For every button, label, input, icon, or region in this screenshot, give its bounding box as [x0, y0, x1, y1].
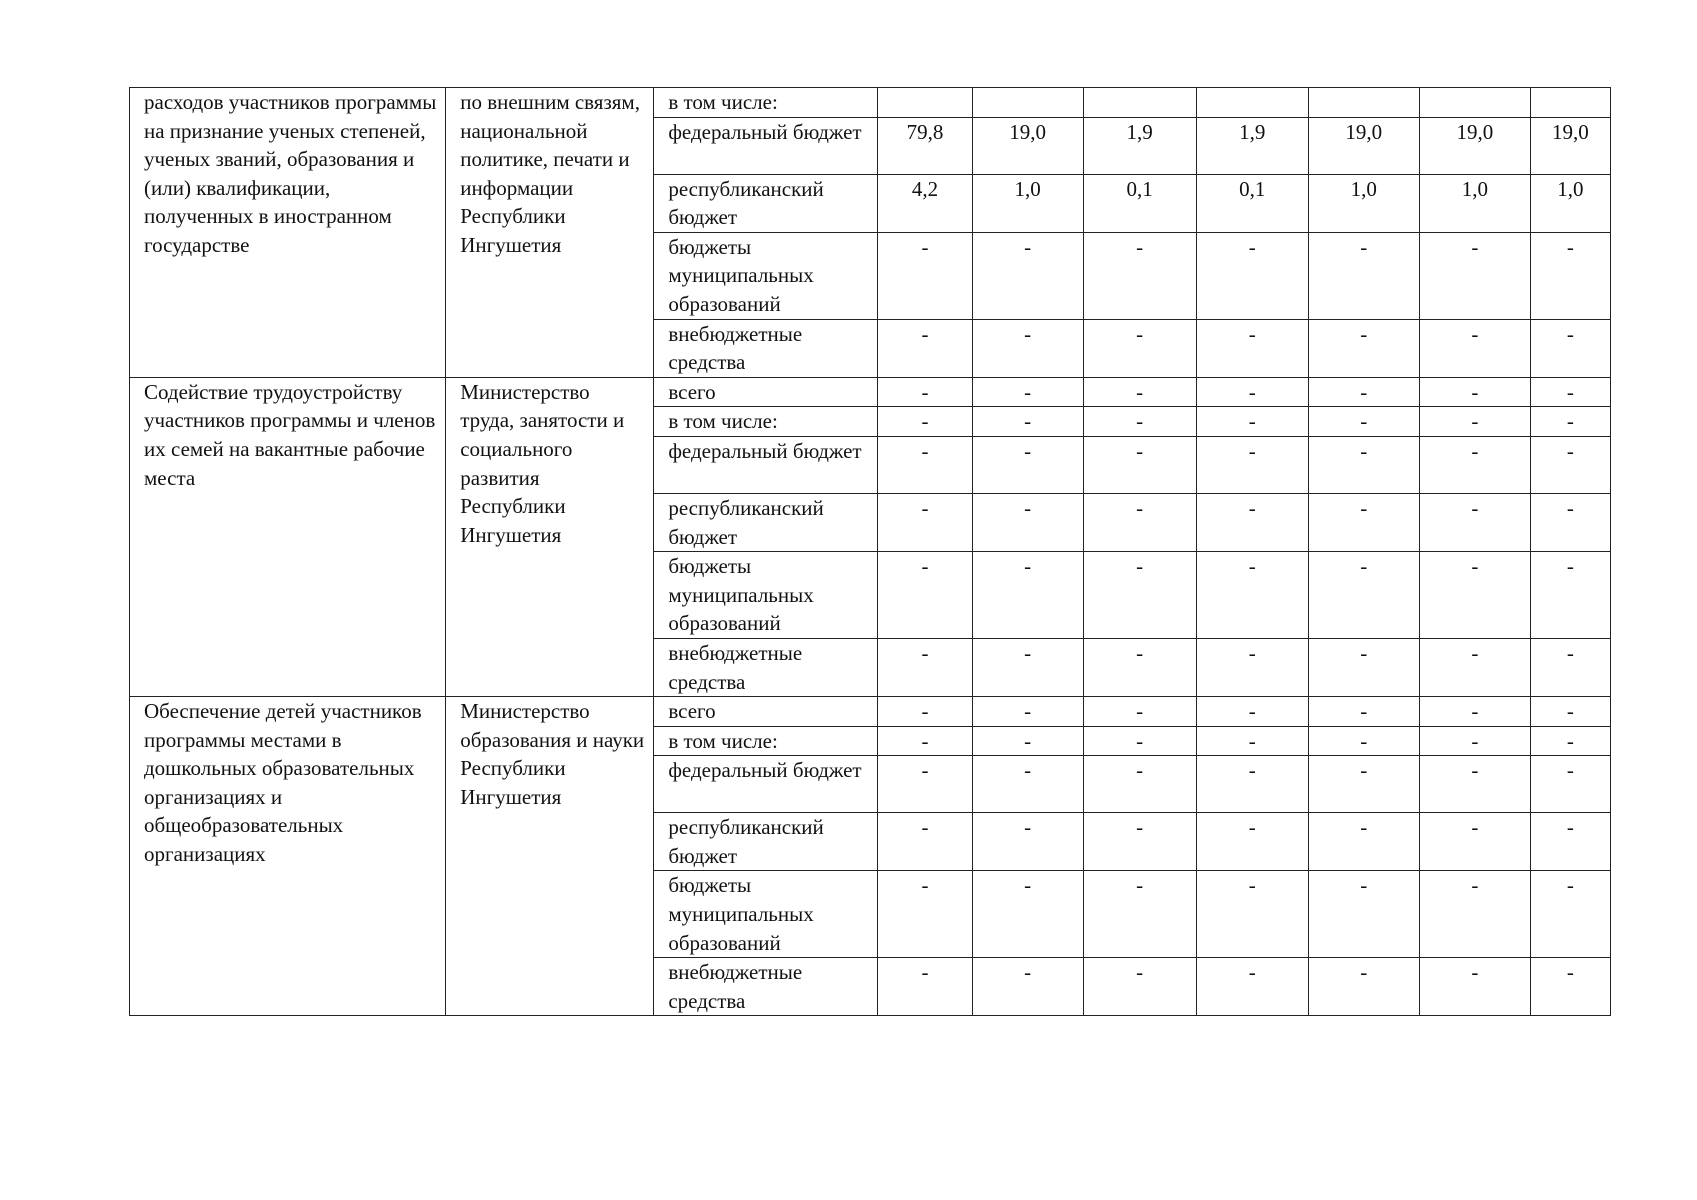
value-cell: -	[1308, 319, 1419, 377]
value-cell: -	[1308, 436, 1419, 493]
value-cell: -	[1083, 871, 1196, 958]
value-cell: -	[972, 232, 1083, 319]
measure-cell: расходов участников программы на признание ученых степеней, ученых званий, образования и (или) квалификации, полученных в иностранном государстве	[130, 88, 446, 378]
value-cell: -	[878, 319, 972, 377]
value-cell: -	[1530, 552, 1610, 639]
table-body	[130, 88, 1611, 1016]
value-cell: -	[1308, 726, 1419, 756]
funding-source-cell: республиканский бюджет	[654, 813, 878, 871]
value-cell: -	[1196, 232, 1308, 319]
funding-source-cell: бюджеты муниципальных образований	[654, 552, 878, 639]
value-cell: -	[1196, 493, 1308, 551]
value-cell: 19,0	[972, 117, 1083, 174]
value-cell: -	[1530, 377, 1610, 407]
value-cell: 0,1	[1083, 174, 1196, 232]
value-cell	[1083, 88, 1196, 118]
value-cell: -	[1196, 436, 1308, 493]
budget-table	[129, 87, 1611, 1016]
value-cell: -	[1419, 813, 1530, 871]
value-cell: -	[878, 726, 972, 756]
measure-cell: Обеспечение детей участников программы местами в дошкольных образовательных организациях и общеобразовательных организациях	[130, 697, 446, 1016]
value-cell: -	[1196, 638, 1308, 696]
value-cell: -	[972, 697, 1083, 727]
value-cell: -	[1083, 697, 1196, 727]
value-cell: -	[1083, 319, 1196, 377]
value-cell: -	[1530, 319, 1610, 377]
value-cell: -	[1530, 756, 1610, 813]
value-cell: -	[878, 813, 972, 871]
value-cell: -	[1419, 697, 1530, 727]
value-cell: -	[1308, 756, 1419, 813]
value-cell: -	[1419, 871, 1530, 958]
value-cell: -	[1419, 726, 1530, 756]
value-cell: 19,0	[1419, 117, 1530, 174]
value-cell: -	[1530, 813, 1610, 871]
value-cell: -	[878, 756, 972, 813]
value-cell: -	[1530, 493, 1610, 551]
value-cell: -	[1530, 871, 1610, 958]
value-cell: -	[1083, 493, 1196, 551]
funding-source-cell: республиканский бюджет	[654, 174, 878, 232]
value-cell: 1,0	[972, 174, 1083, 232]
funding-source-cell: федеральный бюджет	[654, 756, 878, 813]
value-cell: -	[972, 552, 1083, 639]
value-cell: -	[1083, 407, 1196, 437]
value-cell: -	[1196, 319, 1308, 377]
value-cell: 19,0	[1530, 117, 1610, 174]
value-cell: -	[1083, 377, 1196, 407]
measure-cell: Содействие трудоустройству участников программы и членов их семей на вакантные рабочие места	[130, 377, 446, 696]
value-cell: -	[1196, 813, 1308, 871]
value-cell: -	[1530, 638, 1610, 696]
value-cell: -	[1308, 638, 1419, 696]
value-cell: -	[878, 697, 972, 727]
value-cell: -	[1083, 232, 1196, 319]
value-cell: -	[1308, 232, 1419, 319]
table-row	[130, 377, 1611, 407]
value-cell: -	[1419, 756, 1530, 813]
value-cell	[878, 88, 972, 118]
value-cell: -	[1530, 726, 1610, 756]
value-cell: -	[1419, 958, 1530, 1016]
funding-source-cell: в том числе:	[654, 88, 878, 118]
value-cell: -	[1083, 436, 1196, 493]
value-cell: 1,0	[1530, 174, 1610, 232]
value-cell: -	[1083, 552, 1196, 639]
value-cell: -	[1308, 871, 1419, 958]
value-cell: -	[1530, 232, 1610, 319]
funding-source-cell: внебюджетные средства	[654, 638, 878, 696]
funding-source-cell: бюджеты муниципальных образований	[654, 871, 878, 958]
value-cell: -	[972, 493, 1083, 551]
value-cell: -	[1196, 871, 1308, 958]
table-row	[130, 697, 1611, 727]
value-cell: -	[1530, 407, 1610, 437]
value-cell: -	[972, 377, 1083, 407]
value-cell: -	[878, 407, 972, 437]
value-cell: -	[878, 436, 972, 493]
value-cell: -	[1196, 756, 1308, 813]
value-cell: -	[1196, 377, 1308, 407]
value-cell: -	[972, 407, 1083, 437]
value-cell: -	[878, 377, 972, 407]
value-cell: -	[1419, 552, 1530, 639]
value-cell: -	[1083, 958, 1196, 1016]
value-cell: -	[972, 958, 1083, 1016]
value-cell: -	[1308, 377, 1419, 407]
value-cell: -	[878, 552, 972, 639]
value-cell	[1419, 88, 1530, 118]
value-cell: -	[1419, 377, 1530, 407]
value-cell: -	[1083, 638, 1196, 696]
funding-source-cell: в том числе:	[654, 407, 878, 437]
funding-source-cell: республиканский бюджет	[654, 493, 878, 551]
value-cell: -	[1419, 319, 1530, 377]
value-cell: 79,8	[878, 117, 972, 174]
value-cell: -	[1419, 436, 1530, 493]
value-cell: -	[1419, 232, 1530, 319]
value-cell: -	[972, 756, 1083, 813]
funding-source-cell: федеральный бюджет	[654, 117, 878, 174]
value-cell: -	[1083, 756, 1196, 813]
value-cell: -	[1419, 638, 1530, 696]
value-cell: 1,9	[1196, 117, 1308, 174]
value-cell: -	[1196, 958, 1308, 1016]
value-cell: 4,2	[878, 174, 972, 232]
funding-source-cell: федеральный бюджет	[654, 436, 878, 493]
value-cell: -	[1196, 407, 1308, 437]
funding-source-cell: внебюджетные средства	[654, 958, 878, 1016]
value-cell: 1,0	[1419, 174, 1530, 232]
funding-source-cell: всего	[654, 377, 878, 407]
funding-source-cell: в том числе:	[654, 726, 878, 756]
value-cell: -	[972, 871, 1083, 958]
executor-cell: Министерство труда, занятости и социального развития Республики Ингушетия	[446, 377, 654, 696]
value-cell: -	[1083, 813, 1196, 871]
value-cell: -	[1308, 813, 1419, 871]
value-cell: -	[1083, 726, 1196, 756]
value-cell: -	[1196, 726, 1308, 756]
value-cell: -	[1308, 958, 1419, 1016]
value-cell: -	[1419, 493, 1530, 551]
value-cell: -	[972, 436, 1083, 493]
value-cell: -	[972, 726, 1083, 756]
value-cell: -	[878, 958, 972, 1016]
value-cell: -	[878, 638, 972, 696]
executor-cell: Министерство образования и науки Республики Ингушетия	[446, 697, 654, 1016]
executor-cell: по внешним связям, национальной политике, печати и информации Республики Ингушетия	[446, 88, 654, 378]
funding-source-cell: внебюджетные средства	[654, 319, 878, 377]
value-cell: -	[972, 319, 1083, 377]
value-cell: 19,0	[1308, 117, 1419, 174]
table-row	[130, 88, 1611, 118]
funding-source-cell: всего	[654, 697, 878, 727]
value-cell: -	[1308, 552, 1419, 639]
value-cell: -	[972, 638, 1083, 696]
value-cell	[972, 88, 1083, 118]
value-cell: -	[1308, 697, 1419, 727]
value-cell	[1196, 88, 1308, 118]
value-cell: -	[1308, 407, 1419, 437]
value-cell: 1,9	[1083, 117, 1196, 174]
value-cell: -	[1196, 552, 1308, 639]
value-cell: -	[972, 813, 1083, 871]
value-cell: -	[878, 232, 972, 319]
value-cell	[1530, 88, 1610, 118]
value-cell: -	[1419, 407, 1530, 437]
funding-source-cell: бюджеты муниципальных образований	[654, 232, 878, 319]
value-cell: -	[878, 871, 972, 958]
value-cell: 0,1	[1196, 174, 1308, 232]
value-cell: -	[1530, 958, 1610, 1016]
value-cell: -	[1196, 697, 1308, 727]
value-cell	[1308, 88, 1419, 118]
value-cell: -	[878, 493, 972, 551]
value-cell: -	[1530, 436, 1610, 493]
value-cell: -	[1308, 493, 1419, 551]
value-cell: -	[1530, 697, 1610, 727]
value-cell: 1,0	[1308, 174, 1419, 232]
